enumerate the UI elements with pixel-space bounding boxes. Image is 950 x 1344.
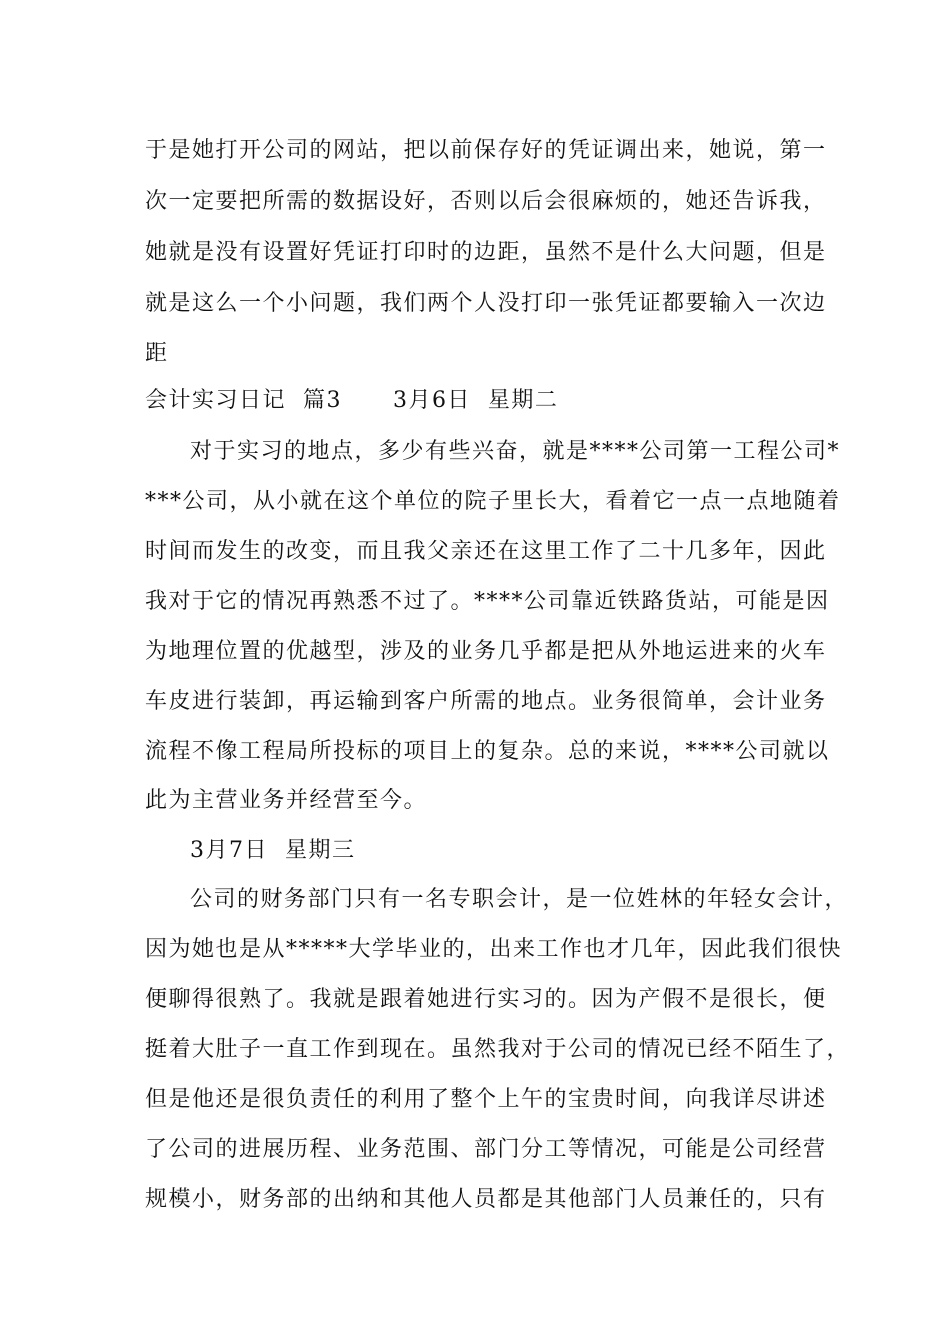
text-line: 对于实习的地点，多少有些兴奋，就是****公司第一工程公司*: [190, 439, 841, 464]
text-line: 公司的财务部门只有一名专职会计，是一位姓林的年轻女会计，: [190, 887, 849, 912]
text-line: 了公司的进展历程、业务范围、部门分工等情况，可能是公司经营: [145, 1137, 827, 1162]
section-heading: 会计实习日记 篇3 3月6日 星期二: [145, 388, 559, 413]
date-heading: 3月7日 星期三: [190, 838, 356, 863]
text-line: 此为主营业务并经营至今。: [145, 788, 428, 813]
text-line: 因为她也是从*****大学毕业的，出来工作也才几年，因此我们很快: [145, 937, 843, 962]
text-line: 于是她打开公司的网站，把以前保存好的凭证调出来，她说，第一: [145, 138, 827, 163]
text-line: 就是这么一个小问题，我们两个人没打印一张凭证都要输入一次边: [145, 291, 827, 316]
text-line: 她就是没有设置好凭证打印时的边距，虽然不是什么大问题，但是: [145, 240, 827, 265]
text-line: 时间而发生的改变，而且我父亲还在这里工作了二十几多年，因此: [145, 539, 827, 564]
text-line: 为地理位置的优越型，涉及的业务几乎都是把从外地运进来的火车: [145, 639, 827, 664]
text-line: 规模小，财务部的出纳和其他人员都是其他部门人员兼任的，只有: [145, 1187, 827, 1212]
text-line: 次一定要把所需的数据设好，否则以后会很麻烦的，她还告诉我，: [145, 189, 827, 214]
text-line: 流程不像工程局所投标的项目上的复杂。总的来说，****公司就以: [145, 739, 830, 764]
text-line: 我对于它的情况再熟悉不过了。****公司靠近铁路货站，可能是因: [145, 589, 830, 614]
text-line: 距: [145, 341, 169, 366]
text-line: 便聊得很熟了。我就是跟着她进行实习的。因为产假不是很长，便: [145, 987, 827, 1012]
text-line: ***公司，从小就在这个单位的院子里长大，看着它一点一点地随着: [145, 489, 841, 514]
text-line: 但是他还是很负责任的利用了整个上午的宝贵时间，向我详尽讲述: [145, 1087, 827, 1112]
text-line: 挺着大肚子一直工作到现在。虽然我对于公司的情况已经不陌生了，: [145, 1037, 851, 1062]
text-line: 车皮进行装卸，再运输到客户所需的地点。业务很简单，会计业务: [145, 689, 827, 714]
